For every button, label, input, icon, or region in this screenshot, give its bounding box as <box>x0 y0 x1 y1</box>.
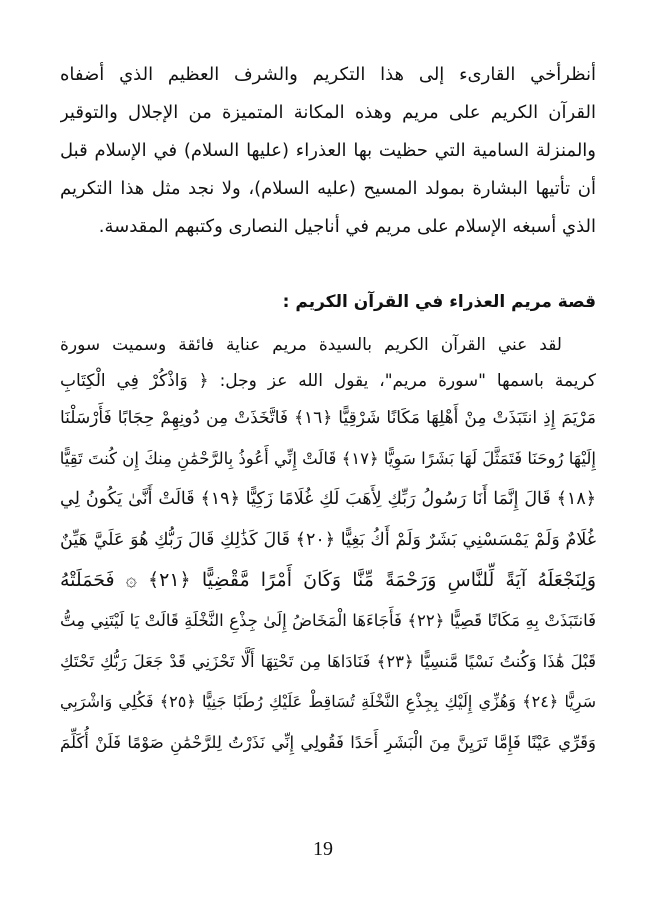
paragraph-line: والمنزلة السامية التي حظيت بها العذراء (عليها السلام) في الإسلام قبل <box>60 140 596 161</box>
verse-line: وَقَرِّي عَيْنًا فَإِمَّا تَرَيِنَّ مِنَ الْبَشَرِ أَحَدًا فَقُولِي إِنِّي نَذَرْتُ لِلرَّحْمَٰنِ صَوْمًا فَلَنْ أُكَلِّمَ <box>60 732 596 752</box>
quran-verses <box>60 398 596 763</box>
verse-line: سَرِيًّا ﴿٢٤﴾ وَهُزِّي إِلَيْكِ بِجِذْعِ النَّخْلَةِ تُسَاقِطْ عَلَيْكِ رُطَبًا جَنِيًّا ﴿٢٥﴾ فَكُلِي وَاشْرَبِي <box>60 692 596 712</box>
story-paragraph <box>60 327 596 399</box>
paragraph-line: أن تأتيها البشارة بمولد المسيح (عليه السلام)، ولا نجد مثل هذا التكريم <box>60 178 596 199</box>
paragraph-line: القرآن الكريم على مريم وهذه المكانة المتميزة من الإجلال والتوقير <box>60 102 596 123</box>
section-heading: قصة مريم العذراء في القرآن الكريم : <box>282 292 596 312</box>
verse-line: غُلَامٌ وَلَمْ يَمْسَسْنِي بَشَرٌ وَلَمْ أَكُ بَغِيًّا ﴿٢٠﴾ قَالَ كَذَٰلِكِ قَالَ رَبُّكِ هُوَ عَلَيَّ هَيِّنٌ <box>60 529 596 550</box>
verse-line: قَبْلَ هَٰذَا وَكُنتُ نَسْيًا مَّنسِيًّا ﴿٢٣﴾ فَنَادَاهَا مِن تَحْتِهَا أَلَّا تَحْزَنِي قَدْ جَعَلَ رَبُّكِ تَحْتَكِ <box>60 651 596 671</box>
paragraph-line: أنظرأخي القارىء إلى هذا التكريم والشرف العظيم الذي أضفاه <box>60 64 596 85</box>
verse-line: فَانتَبَذَتْ بِهِ مَكَانًا قَصِيًّا ﴿٢٢﴾ فَأَجَاءَهَا الْمَخَاضُ إِلَىٰ جِذْعِ النَّخْلَةِ قَالَتْ يَا لَيْتَنِي مِتُّ <box>60 610 596 630</box>
verse-line: إِلَيْهَا رُوحَنَا فَتَمَثَّلَ لَهَا بَشَرًا سَوِيًّا ﴿١٧﴾ قَالَتْ إِنِّي أَعُوذُ بِالرَّحْمَٰنِ مِنكَ إِن كُنتَ تَقِيًّا <box>60 448 596 468</box>
verse-line: وَلِنَجْعَلَهُ آيَةً لِّلنَّاسِ وَرَحْمَةً مِّنَّا وَكَانَ أَمْرًا مَّقْضِيًّا ﴿٢١﴾ ۞ فَحَمَلَتْهُ <box>60 569 596 592</box>
intro-paragraph <box>60 56 596 246</box>
page-number: 19 <box>313 838 333 860</box>
verse-line: ﴿١٨﴾ قَالَ إِنَّمَا أَنَا رَسُولُ رَبِّكِ لِأَهَبَ لَكِ غُلَامًا زَكِيًّا ﴿١٩﴾ قَالَتْ أَنَّىٰ يَكُونُ لِي <box>60 489 596 510</box>
paragraph-line: كريمة باسمها "سورة مريم"، يقول الله عز وجل: ﴿ وَاذْكُرْ فِي الْكِتَابِ <box>60 371 596 391</box>
verse-line: مَرْيَمَ إِذِ انتَبَذَتْ مِنْ أَهْلِهَا مَكَانًا شَرْقِيًّا ﴿١٦﴾ فَاتَّخَذَتْ مِن دُونِهِمْ حِجَابًا فَأَرْسَلْنَا <box>60 408 596 428</box>
paragraph-line: لقد عني القرآن الكريم بالسيدة مريم عناية فائقة وسميت سورة <box>60 335 562 355</box>
paragraph-line: الذي أسبغه الإسلام على مريم في أناجيل النصارى وكتبهم المقدسة. <box>98 216 596 237</box>
